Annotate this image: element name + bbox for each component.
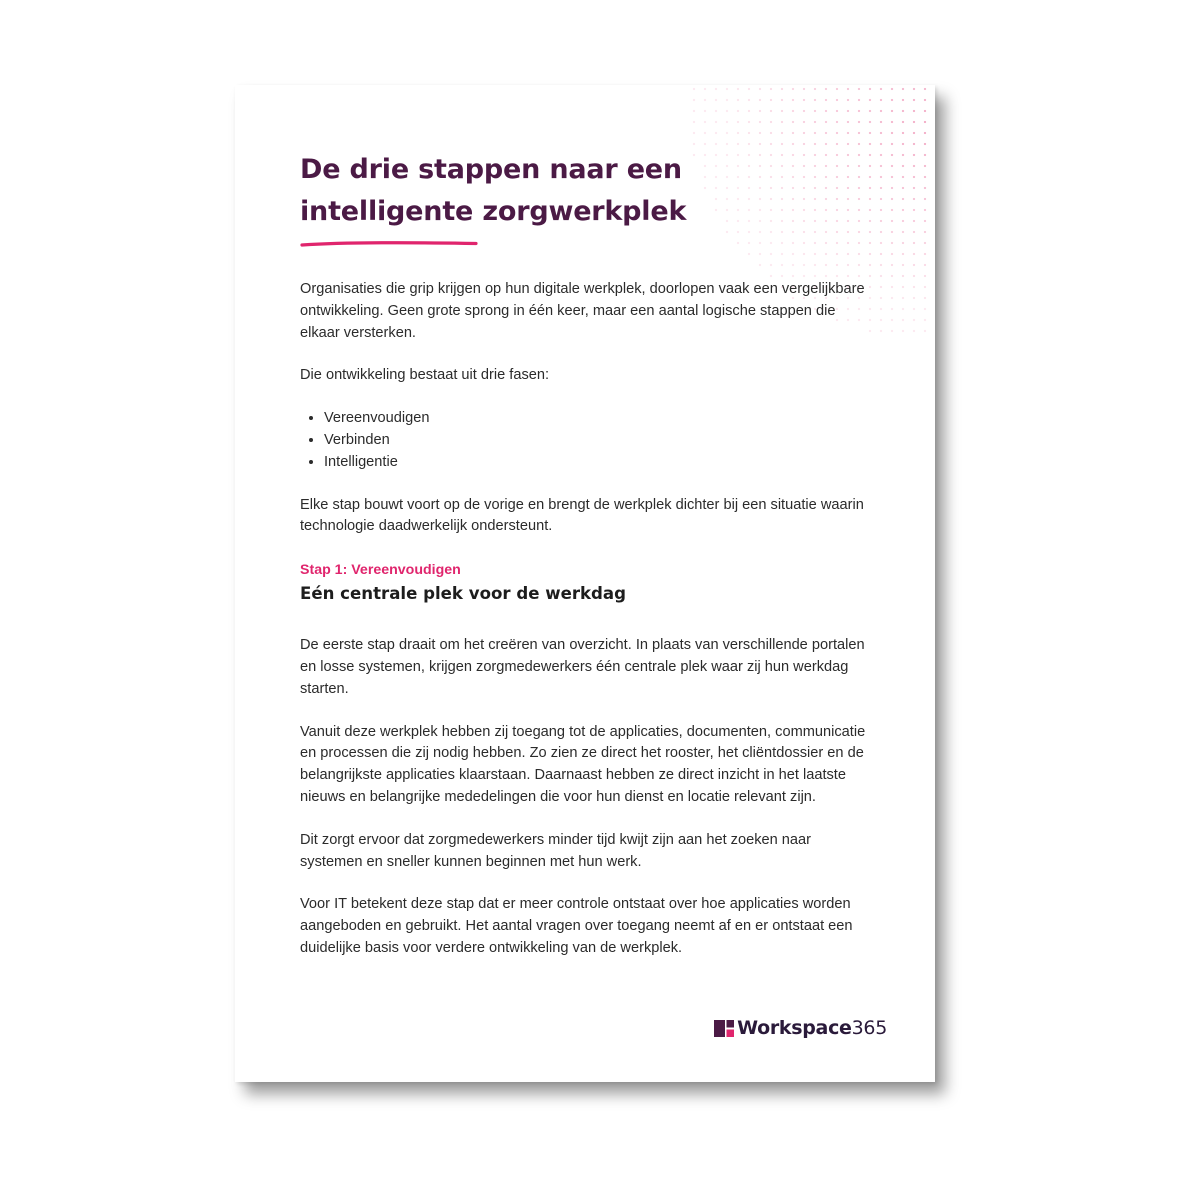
pattern-dot [704, 110, 706, 112]
pattern-dot [924, 286, 926, 288]
pattern-dot [924, 330, 926, 332]
step-label: Stap 1: Vereenvoudigen [300, 562, 461, 579]
pattern-dot [891, 88, 893, 90]
pattern-dot [913, 253, 915, 255]
pattern-dot [880, 209, 882, 211]
list-item: • Intelligentie [324, 452, 875, 474]
pattern-dot [880, 286, 882, 288]
pattern-dot [847, 110, 849, 112]
pattern-dot [759, 99, 761, 101]
pattern-dot [847, 121, 849, 123]
pattern-dot [880, 99, 882, 101]
pattern-dot [836, 99, 838, 101]
pattern-dot [880, 319, 882, 321]
pattern-dot [924, 99, 926, 101]
pattern-dot [924, 253, 926, 255]
pattern-dot [726, 121, 728, 123]
pattern-dot [924, 209, 926, 211]
pattern-dot [836, 88, 838, 90]
pattern-dot [693, 99, 695, 101]
pattern-dot [792, 99, 794, 101]
pattern-dot [836, 110, 838, 112]
pattern-dot [792, 143, 794, 145]
pattern-dot [715, 99, 717, 101]
pattern-dot [792, 88, 794, 90]
step-paragraph: Voor IT betekent deze stap dat er meer controle ontstaat over hoe applicaties worden aangeboden en gebruikt. Het aantal vragen over toegang neemt af en er ontstaat een duidelijke basis voor verdere ontwikkeling van de werkplek. [300, 896, 853, 956]
pattern-dot [891, 297, 893, 299]
list-item: • Vereenvoudigen [324, 408, 875, 430]
pattern-dot [858, 110, 860, 112]
pattern-dot [704, 88, 706, 90]
pattern-dot [891, 330, 893, 332]
pattern-dot [869, 143, 871, 145]
pattern-dot [880, 242, 882, 244]
pattern-dot [880, 330, 882, 332]
pattern-dot [869, 110, 871, 112]
pattern-dot [924, 176, 926, 178]
pattern-dot [913, 242, 915, 244]
pattern-dot [891, 242, 893, 244]
pattern-dot [869, 88, 871, 90]
pattern-dot [781, 132, 783, 134]
pattern-dot [858, 143, 860, 145]
pattern-dot [913, 110, 915, 112]
pattern-dot [924, 319, 926, 321]
pattern-dot [803, 143, 805, 145]
pattern-dot [792, 132, 794, 134]
pattern-dot [902, 297, 904, 299]
pattern-dot [880, 308, 882, 310]
pattern-dot [858, 88, 860, 90]
pattern-dot [913, 330, 915, 332]
title-underline-icon [300, 239, 478, 249]
pattern-dot [880, 176, 882, 178]
pattern-dot [836, 143, 838, 145]
phases-intro-paragraph: Die ontwikkeling bestaat uit drie fasen: [300, 367, 550, 384]
pattern-dot [781, 110, 783, 112]
pattern-dot [913, 297, 915, 299]
pattern-dot [869, 132, 871, 134]
pattern-dot [891, 154, 893, 156]
pattern-dot [880, 264, 882, 266]
pattern-dot [880, 253, 882, 255]
pattern-dot [924, 264, 926, 266]
page-title-line-2: intelligente zorgwerkplek [300, 196, 687, 227]
pattern-dot [902, 154, 904, 156]
phases-outro-paragraph: Elke stap bouwt voort op de vorige en brengt de werkplek dichter bij een situatie waarin technologie daadwerkelijk ondersteunt. [300, 496, 864, 535]
pattern-dot [913, 154, 915, 156]
pattern-dot [902, 88, 904, 90]
pattern-dot [781, 121, 783, 123]
pattern-dot [880, 220, 882, 222]
pattern-dot [924, 154, 926, 156]
pattern-dot [902, 99, 904, 101]
pattern-dot [913, 132, 915, 134]
pattern-dot [803, 110, 805, 112]
pattern-dot [858, 121, 860, 123]
pattern-dot [902, 330, 904, 332]
pattern-dot [902, 143, 904, 145]
pattern-dot [902, 176, 904, 178]
pattern-dot [924, 297, 926, 299]
pattern-dot [891, 231, 893, 233]
pattern-dot [913, 176, 915, 178]
pattern-dot [913, 275, 915, 277]
pattern-dot [803, 88, 805, 90]
pattern-dot [902, 132, 904, 134]
pattern-dot [715, 121, 717, 123]
pattern-dot [891, 198, 893, 200]
pattern-dot [924, 275, 926, 277]
pattern-dot [847, 99, 849, 101]
list-item: • Verbinden [324, 430, 875, 452]
pattern-dot [880, 231, 882, 233]
pattern-dot [825, 132, 827, 134]
pattern-dot [737, 132, 739, 134]
pattern-dot [880, 88, 882, 90]
pattern-dot [891, 286, 893, 288]
pattern-dot [902, 121, 904, 123]
pattern-dot [924, 187, 926, 189]
pattern-dot [693, 110, 695, 112]
pattern-dot [748, 88, 750, 90]
pattern-dot [891, 209, 893, 211]
pattern-dot [726, 132, 728, 134]
workspace365-logo-icon [714, 1020, 734, 1037]
pattern-dot [902, 264, 904, 266]
pattern-dot [693, 88, 695, 90]
pattern-dot [891, 253, 893, 255]
pattern-dot [891, 275, 893, 277]
pattern-dot [891, 132, 893, 134]
pattern-dot [814, 121, 816, 123]
pattern-dot [693, 121, 695, 123]
pattern-dot [880, 132, 882, 134]
pattern-dot [704, 132, 706, 134]
pattern-dot [693, 132, 695, 134]
pattern-dot [924, 165, 926, 167]
pattern-dot [704, 143, 706, 145]
pattern-dot [924, 231, 926, 233]
page-title-line-1: De drie stappen naar een [300, 154, 682, 185]
pattern-dot [748, 121, 750, 123]
pattern-dot [814, 143, 816, 145]
pattern-dot [693, 143, 695, 145]
pattern-dot [814, 132, 816, 134]
pattern-dot [924, 242, 926, 244]
pattern-dot [891, 264, 893, 266]
pattern-dot [748, 99, 750, 101]
pattern-dot [715, 110, 717, 112]
pattern-dot [781, 99, 783, 101]
pattern-dot [880, 297, 882, 299]
pattern-dot [759, 121, 761, 123]
pattern-dot [880, 121, 882, 123]
pattern-dot [803, 121, 805, 123]
pattern-dot [902, 165, 904, 167]
page-content [300, 149, 875, 960]
document-page [235, 85, 935, 1082]
pattern-dot [902, 253, 904, 255]
pattern-dot [814, 88, 816, 90]
pattern-dot [924, 308, 926, 310]
logo-name: Workspace [737, 1017, 852, 1039]
pattern-dot [803, 132, 805, 134]
pattern-dot [759, 132, 761, 134]
pattern-dot [902, 198, 904, 200]
pattern-dot [902, 308, 904, 310]
pattern-dot [715, 132, 717, 134]
pattern-dot [891, 121, 893, 123]
pattern-dot [726, 143, 728, 145]
pattern-dot [891, 319, 893, 321]
pattern-dot [737, 143, 739, 145]
pattern-dot [836, 121, 838, 123]
pattern-dot [902, 275, 904, 277]
pattern-dot [902, 209, 904, 211]
pattern-dot [748, 110, 750, 112]
pattern-dot [891, 220, 893, 222]
pattern-dot [891, 99, 893, 101]
pattern-dot [913, 187, 915, 189]
pattern-dot [847, 88, 849, 90]
pattern-dot [792, 110, 794, 112]
pattern-dot [902, 187, 904, 189]
step-paragraph: Dit zorgt ervoor dat zorgmedewerkers minder tijd kwijt zijn aan het zoeken naar systemen en sneller kunnen beginnen met hun werk. [300, 831, 812, 870]
pattern-dot [770, 88, 772, 90]
pattern-dot [858, 99, 860, 101]
pattern-dot [825, 143, 827, 145]
pattern-dot [924, 143, 926, 145]
pattern-dot [726, 110, 728, 112]
pattern-dot [913, 99, 915, 101]
pattern-dot [891, 176, 893, 178]
pattern-dot [902, 319, 904, 321]
pattern-dot [913, 319, 915, 321]
pattern-dot [880, 165, 882, 167]
pattern-dot [913, 264, 915, 266]
pattern-dot [880, 198, 882, 200]
pattern-dot [924, 198, 926, 200]
pattern-dot [770, 143, 772, 145]
pattern-dot [869, 99, 871, 101]
step-paragraph: De eerste stap draait om het creëren van overzicht. In plaats van verschillende portalen en losse systemen, krijgen zorgmedewerkers één centrale plek waar zij hun werkdag starten. [300, 637, 865, 697]
pattern-dot [781, 88, 783, 90]
pattern-dot [781, 143, 783, 145]
pattern-dot [814, 99, 816, 101]
pattern-dot [891, 187, 893, 189]
pattern-dot [759, 110, 761, 112]
pattern-dot [924, 88, 926, 90]
pattern-dot [737, 88, 739, 90]
pattern-dot [902, 110, 904, 112]
pattern-dot [704, 121, 706, 123]
pattern-dot [913, 286, 915, 288]
pattern-dot [891, 165, 893, 167]
pattern-dot [715, 143, 717, 145]
pattern-dot [924, 220, 926, 222]
pattern-dot [880, 110, 882, 112]
pattern-dot [847, 143, 849, 145]
pattern-dot [902, 220, 904, 222]
pattern-dot [825, 110, 827, 112]
pattern-dot [880, 187, 882, 189]
pattern-dot [737, 99, 739, 101]
pattern-dot [748, 143, 750, 145]
pattern-dot [726, 99, 728, 101]
phases-list [300, 408, 875, 473]
pattern-dot [759, 143, 761, 145]
pattern-dot [715, 88, 717, 90]
pattern-dot [913, 143, 915, 145]
pattern-dot [913, 121, 915, 123]
workspace365-logo [714, 1017, 887, 1039]
pattern-dot [803, 99, 805, 101]
pattern-dot [913, 88, 915, 90]
pattern-dot [770, 110, 772, 112]
pattern-dot [704, 99, 706, 101]
pattern-dot [737, 110, 739, 112]
pattern-dot [913, 198, 915, 200]
step-paragraph: Vanuit deze werkplek hebben zij toegang tot de applicaties, documenten, communicatie en processen die zij nodig hebben. Zo zien ze direct het rooster, het cliëntdossier en de belangrijkste applicaties klaarstaan. Daarnaast hebben ze direct inzicht in het laatste nieuws en belangrijke mededelingen die voor hun dienst en locatie relevant zijn. [300, 723, 866, 805]
pattern-dot [902, 286, 904, 288]
pattern-dot [792, 121, 794, 123]
step-heading: Eén centrale plek voor de werkdag [300, 584, 626, 604]
pattern-dot [825, 88, 827, 90]
pattern-dot [924, 121, 926, 123]
pattern-dot [737, 121, 739, 123]
pattern-dot [924, 110, 926, 112]
pattern-dot [924, 132, 926, 134]
pattern-dot [825, 121, 827, 123]
logo-number: 365 [851, 1017, 887, 1039]
pattern-dot [858, 132, 860, 134]
pattern-dot [814, 110, 816, 112]
pattern-dot [902, 231, 904, 233]
pattern-dot [847, 132, 849, 134]
pattern-dot [913, 220, 915, 222]
pattern-dot [759, 88, 761, 90]
pattern-dot [913, 165, 915, 167]
pattern-dot [913, 308, 915, 310]
pattern-dot [913, 231, 915, 233]
pattern-dot [770, 99, 772, 101]
pattern-dot [880, 275, 882, 277]
page-title [300, 149, 875, 233]
pattern-dot [880, 143, 882, 145]
pattern-dot [825, 99, 827, 101]
pattern-dot [891, 143, 893, 145]
pattern-dot [891, 308, 893, 310]
pattern-dot [913, 209, 915, 211]
pattern-dot [880, 154, 882, 156]
pattern-dot [869, 121, 871, 123]
pattern-dot [770, 132, 772, 134]
pattern-dot [836, 132, 838, 134]
pattern-dot [902, 242, 904, 244]
pattern-dot [891, 110, 893, 112]
pattern-dot [726, 88, 728, 90]
pattern-dot [770, 121, 772, 123]
pattern-dot [748, 132, 750, 134]
intro-paragraph: Organisaties die grip krijgen op hun digitale werkplek, doorlopen vaak een vergelijkbare ontwikkeling. Geen grote sprong in één keer, maar een aantal logische stappen die elkaar versterken. [300, 281, 865, 341]
